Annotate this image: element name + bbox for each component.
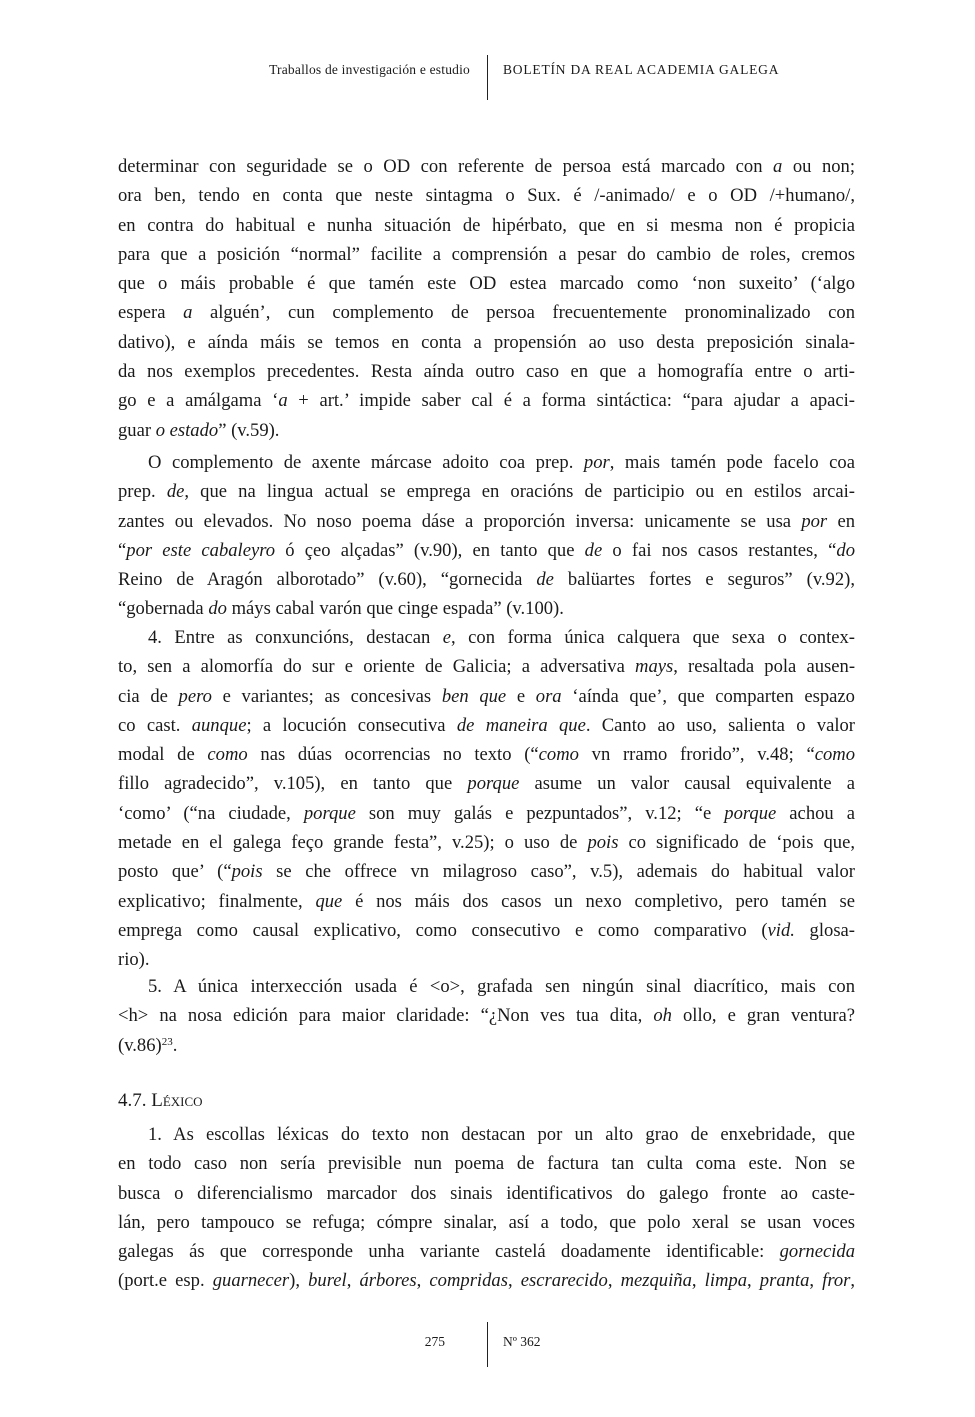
italic-run: e <box>442 627 452 648</box>
text-run[interactable]: que o máis probable é que tamén este OD estea marcado como ‘non suxeito’ (‘algo <box>118 273 855 295</box>
text-line <box>118 565 855 594</box>
text-run[interactable]: é nos máis dos casos un nexo completivo, pero tamén se <box>342 890 855 912</box>
text-run[interactable]: Reino de Aragón alborotado” (v.60), “gornecida <box>118 569 537 591</box>
text-run[interactable]: to, sen a alomorfía do sur e oriente de Galicia; a adversativa <box>118 656 636 678</box>
text-line <box>118 298 855 327</box>
italic-run: escrarecido <box>520 1270 608 1292</box>
text-run[interactable]: , <box>850 1270 856 1292</box>
text-run[interactable]: co cast. <box>118 714 192 736</box>
italic-run: de <box>166 481 185 503</box>
text-run[interactable]: nas dúas ocorrencias no texto (“ <box>247 744 539 766</box>
footnote-ref[interactable]: 23 <box>161 1035 173 1048</box>
text-line <box>118 240 855 269</box>
text-line <box>118 211 855 240</box>
paragraph-4 <box>118 972 855 1060</box>
text-run[interactable]: emprega como causal explicativo, como consecutivo e como comparativo ( <box>118 919 768 941</box>
italic-run: como <box>814 744 855 766</box>
text-run[interactable]: , <box>507 1270 521 1292</box>
italic-run: de maneira que <box>456 714 586 736</box>
text-run[interactable]: metade en el galega feço grande festa”, v.25); o uso de <box>118 832 588 854</box>
text-run[interactable]: , resaltada pola ausen- <box>673 656 856 678</box>
paragraph-3 <box>118 623 855 975</box>
text-run[interactable]: co significado de ‘pois que, <box>618 832 855 854</box>
italic-run: que <box>315 890 343 912</box>
text-run[interactable]: ora ben, tendo en conta que neste sintagma o Sux. é /-animado/ e o OD /+humano/, <box>118 185 855 207</box>
text-run[interactable]: 1. As escollas léxicas do texto non destacan por un alto grao de enxebridade, que <box>148 1124 855 1145</box>
text-run[interactable]: , <box>747 1270 760 1292</box>
text-run[interactable]: , <box>607 1270 621 1292</box>
text-line <box>118 916 855 945</box>
text-run[interactable]: dativo), e aínda máis se temos en conta a propensión ao uso desta preposición sinala- <box>118 331 855 353</box>
italic-run: como <box>538 744 579 766</box>
text-line <box>118 799 855 828</box>
text-run[interactable]: explicativo; finalmente, <box>118 890 316 912</box>
text-run[interactable]: , con forma única calquera que sexa o contex- <box>451 627 855 648</box>
text-run[interactable]: “gobernada <box>118 598 209 620</box>
text-line <box>118 828 855 857</box>
text-run[interactable]: en todo caso non sería previsible nun poema de factura tan culta coma este. Non se <box>118 1153 855 1175</box>
text-run[interactable]: en <box>827 510 855 532</box>
text-run[interactable]: , <box>416 1270 430 1292</box>
text-line <box>118 1179 855 1208</box>
italic-run: a <box>773 156 783 177</box>
italic-run: o estado <box>155 419 219 441</box>
text-run[interactable]: <h> na nosa edición para maior claridade: “¿Non ves tua dita, <box>118 1005 654 1027</box>
text-run[interactable]: “ <box>118 539 127 561</box>
text-run[interactable]: e <box>506 685 536 707</box>
text-run[interactable]: ), <box>289 1270 309 1292</box>
text-line <box>118 181 855 210</box>
text-run[interactable]: , <box>809 1270 823 1292</box>
italic-run: mezquiña <box>620 1270 692 1292</box>
text-run[interactable]: , mais tamén pode facelo coa <box>609 452 855 473</box>
text-run[interactable]: alguén’, cun complemento de persoa frecuentemente pronominalizado con <box>192 302 855 324</box>
text-line <box>118 740 855 769</box>
italic-run: guarnecer <box>212 1270 290 1292</box>
text-line <box>118 623 855 652</box>
text-run[interactable]: ó çeo alçadas” (v.90), en tanto que <box>275 539 585 561</box>
text-line <box>118 652 855 681</box>
text-run[interactable]: , <box>346 1270 360 1292</box>
text-run[interactable]: achou a <box>776 802 855 824</box>
italic-run: aunque <box>191 714 247 736</box>
text-run[interactable]: e variantes; as concesivas <box>211 685 442 707</box>
text-line <box>118 536 855 565</box>
text-run[interactable]: ‘aínda que’, que comparten espazo <box>561 685 855 707</box>
text-run[interactable]: son muy galás e pezpuntados”, v.12; “e <box>355 802 725 824</box>
text-run[interactable]: 4. Entre as conxuncións, destacan <box>148 627 443 648</box>
text-line <box>118 152 855 181</box>
issue-number: Nº 362 <box>503 1334 541 1349</box>
italic-run: porque <box>303 802 356 824</box>
text-run[interactable]: para que a posición “normal” facilite a comprensión a pesar do cambio de roles, cremos <box>118 243 855 265</box>
italic-run: oh <box>653 1005 672 1027</box>
italic-run: pero <box>178 685 212 707</box>
text-line <box>118 1266 855 1295</box>
page-number: 275 <box>424 1334 445 1349</box>
text-run[interactable]: posto que’ (“ <box>118 861 232 883</box>
text-run[interactable]: busca o diferencialismo marcador dos sinais identificativos do galego fronte ao caste- <box>118 1182 855 1204</box>
italic-run: porque <box>467 773 520 795</box>
running-header-journal: BOLETÍN DA REAL ACADEMIA GALEGA <box>503 62 780 77</box>
text-run[interactable]: prep. <box>118 481 167 503</box>
text-line <box>118 1208 855 1237</box>
italic-run: burel <box>308 1270 347 1292</box>
text-run[interactable]: ou non; <box>782 156 855 177</box>
text-line <box>118 357 855 386</box>
section-heading: 4.7. Léxico <box>118 1090 203 1111</box>
text-run[interactable]: , <box>691 1270 705 1292</box>
text-run[interactable]: go e a amálgama ‘ <box>118 390 279 412</box>
text-run[interactable]: guar <box>118 419 156 441</box>
italic-run: gornecida <box>779 1241 855 1263</box>
italic-run: mays <box>635 656 674 678</box>
text-run[interactable]: ” (v.59). <box>218 419 280 441</box>
text-run[interactable]: ollo, e gran ventura? <box>671 1005 856 1027</box>
text-line <box>118 1237 855 1266</box>
italic-run: compridas <box>429 1270 508 1292</box>
text-run[interactable]: rio). <box>118 949 150 971</box>
text-run[interactable]: fillo agradecido”, v.105), en tanto que <box>118 773 468 795</box>
text-line <box>118 1031 855 1060</box>
text-line <box>118 328 855 357</box>
text-line <box>118 507 855 536</box>
paragraph-1 <box>118 152 855 445</box>
text-run[interactable]: . <box>172 1034 178 1056</box>
footer-divider <box>487 1322 488 1367</box>
italic-run: por <box>801 510 828 532</box>
text-line <box>118 448 855 477</box>
paragraph-2 <box>118 448 855 624</box>
text-line <box>118 682 855 711</box>
text-run[interactable]: + art.’ impide saber cal é a forma sintáctica: “para ajudar a apaci- <box>287 390 855 412</box>
text-line <box>118 594 855 623</box>
italic-run: a <box>278 390 288 412</box>
text-run[interactable]: da nos exemplos precedentes. Resta aínda outro caso en que a homografía entre o arti- <box>118 361 855 383</box>
text-line <box>118 887 855 916</box>
text-line <box>118 386 855 415</box>
text-run[interactable]: asume un valor causal equivalente a <box>519 773 855 795</box>
italic-run: limpa <box>704 1270 748 1292</box>
text-line <box>118 769 855 798</box>
text-run[interactable]: galegas ás que corresponde unha variante castelá doadamente identificable: <box>118 1241 780 1263</box>
text-run[interactable]: se che offrece vn milagroso caso”, v.5), ademais do habitual valor <box>262 861 855 883</box>
text-line <box>118 972 855 1001</box>
text-line <box>118 857 855 886</box>
text-line <box>118 945 855 974</box>
text-run[interactable]: zantes ou elevados. No noso poema dáse a proporción inversa: unicamente se usa <box>118 510 802 532</box>
italic-run: ben que <box>441 685 507 707</box>
text-run[interactable]: glosa- <box>794 919 855 941</box>
text-run[interactable]: (v.86) <box>118 1034 162 1056</box>
text-line <box>118 711 855 740</box>
italic-run: árbores <box>359 1270 417 1292</box>
header-divider <box>487 55 488 100</box>
text-run[interactable]: ‘como’ (“na ciudade, <box>118 802 304 824</box>
text-run[interactable]: determinar con seguridade se o OD con referente de persoa está marcado con <box>118 156 774 177</box>
italic-run: a <box>183 302 193 324</box>
italic-run: como <box>207 744 248 766</box>
italic-run: porque <box>724 802 777 824</box>
italic-run: pois <box>587 832 619 854</box>
text-run[interactable]: ; a locución consecutiva <box>246 714 457 736</box>
text-run[interactable]: vn rramo frorido”, v.48; “ <box>578 744 815 766</box>
italic-run: de <box>536 569 554 591</box>
text-run[interactable]: , que na lingua actual se emprega en oracións de participio ou en estilos arcai- <box>184 481 855 503</box>
text-run[interactable]: (port.e esp. <box>118 1270 213 1292</box>
italic-run: fror <box>822 1270 851 1292</box>
text-run[interactable]: 5. A única interxección usada é <o>, grafada sen ningún sinal diacrítico, mais con <box>148 976 855 997</box>
italic-run: ora <box>535 685 562 707</box>
text-line <box>118 416 855 445</box>
text-line <box>118 1149 855 1178</box>
italic-run: por este cabaleyro <box>126 539 276 561</box>
italic-run: do <box>836 539 855 561</box>
text-run[interactable]: en contra do habitual e nunha situación de hipérbato, que en si mesma non é propicia <box>118 214 855 236</box>
text-line <box>118 477 855 506</box>
text-line <box>118 269 855 298</box>
text-run[interactable]: lán, pero tampouco se refuga; cómpre sinalar, así a todo, que polo xeral se usan voces <box>118 1211 855 1233</box>
text-run[interactable]: espera <box>118 302 184 324</box>
italic-run: pois <box>231 861 263 883</box>
text-run[interactable]: modal de <box>118 744 208 766</box>
italic-run: do <box>208 598 227 620</box>
italic-run: por <box>583 452 610 473</box>
italic-run: vid. <box>767 919 795 941</box>
text-run[interactable]: balüartes fortes e seguros” (v.92), <box>553 569 855 591</box>
text-run[interactable]: cia de <box>118 685 179 707</box>
text-run[interactable]: O complemento de axente márcase adoito coa prep. <box>148 452 584 473</box>
running-header-section: Traballos de investigación e estudio <box>269 62 470 77</box>
text-run[interactable]: máys cabal varón que cinge espada” (v.100). <box>226 598 564 620</box>
text-run[interactable]: . Canto ao uso, salienta o valor <box>585 714 855 736</box>
text-run[interactable]: o fai nos casos restantes, “ <box>602 539 837 561</box>
paragraph-5 <box>118 1120 855 1296</box>
text-line <box>118 1001 855 1030</box>
italic-run: pranta <box>759 1270 810 1292</box>
italic-run: de <box>584 539 603 561</box>
text-line <box>118 1120 855 1149</box>
